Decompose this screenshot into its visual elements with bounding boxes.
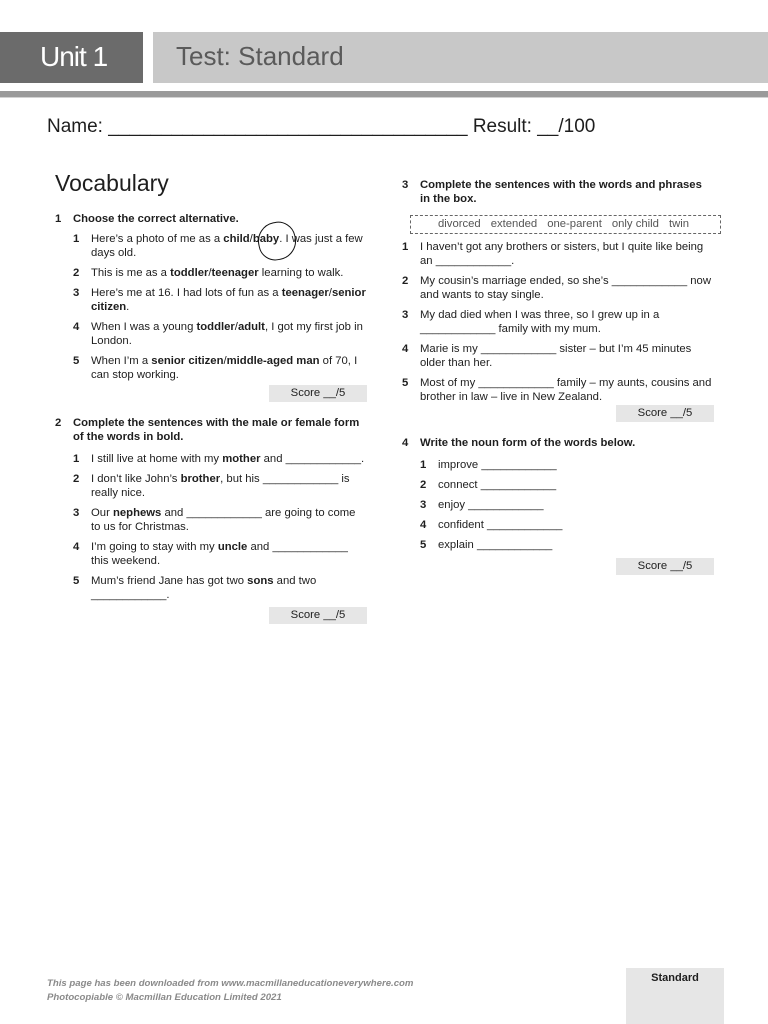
exercise-4-items [402, 458, 714, 552]
bold-word: brother [180, 473, 221, 485]
text-segment: Most of my ____________ family – my aunts, cousins and brother in law – live in New Zealand. [420, 377, 712, 403]
exercise-item [73, 506, 367, 534]
item-number: 2 [420, 479, 427, 491]
item-text [91, 506, 367, 534]
word-box-item: divorced [438, 218, 481, 230]
test-title-box [153, 32, 768, 83]
exercise-2-header [55, 416, 367, 444]
text-segment: , I got my first job in London. [91, 321, 363, 347]
item-text [91, 232, 367, 260]
exercise-number: 3 [402, 179, 409, 191]
unit-label: Unit 1 [40, 41, 108, 72]
word-box-item: one-parent [547, 218, 602, 230]
exercise-number: 4 [402, 437, 409, 449]
exercise-instruction: Complete the sentences with the male or female form of the words in bold. [73, 417, 360, 443]
unit-label-box [0, 32, 143, 83]
result-label: Result: [472, 116, 532, 137]
item-number: 2 [73, 267, 80, 279]
bold-word: adult [237, 321, 265, 333]
exercise-item [420, 518, 714, 532]
exercise-item [420, 478, 714, 492]
exercise-item [402, 308, 714, 336]
item-number: 3 [73, 507, 80, 519]
bold-word: senior citizen [91, 287, 366, 313]
item-number: 3 [420, 499, 427, 511]
item-text [91, 472, 367, 500]
text-segment: confident ____________ [438, 519, 563, 531]
level-badge [626, 968, 724, 1024]
word-box-item: extended [490, 218, 538, 230]
text-segment: , but his ____________ is really nice. [91, 473, 350, 499]
exercise-4 [402, 436, 714, 575]
download-notice: This page has been downloaded from www.macmillaneducationeverywhere.com [47, 978, 414, 989]
item-number: 2 [73, 473, 80, 485]
bold-word: senior citizen [151, 355, 224, 367]
item-text [420, 308, 714, 336]
score-box: Score __/5 [269, 607, 367, 624]
result-field[interactable]: __/100 [537, 116, 596, 137]
text-segment: Mum’s friend Jane has got two [91, 575, 248, 587]
item-text [420, 274, 714, 302]
bold-word: middle-aged man [226, 355, 320, 367]
exercise-1-items [55, 232, 367, 382]
exercise-number: 1 [55, 213, 62, 225]
name-result-line [47, 116, 595, 138]
exercise-item [73, 472, 367, 500]
exercise-item [73, 574, 367, 602]
item-text [438, 518, 714, 532]
text-segment: enjoy ____________ [438, 499, 544, 511]
exercise-item [73, 320, 367, 348]
item-number: 1 [73, 233, 80, 245]
name-field[interactable]: __________________________________ [108, 116, 468, 137]
item-text [420, 240, 714, 268]
text-segment: This is me as a [91, 267, 171, 279]
exercise-item [73, 266, 367, 280]
text-segment: I don’t like John’s [91, 473, 181, 485]
exercise-item [73, 354, 367, 382]
item-text [420, 376, 714, 404]
exercise-item [73, 540, 367, 568]
bold-word: child [223, 233, 250, 245]
item-text [91, 452, 367, 466]
left-column [55, 212, 367, 624]
exercise-item [73, 452, 367, 466]
text-segment: My cousin’s marriage ended, so she’s ____________ now and wants to stay single. [420, 275, 711, 301]
text-segment: / [208, 267, 212, 279]
bold-word: mother [222, 453, 261, 465]
item-number: 5 [420, 539, 427, 551]
exercise-number: 2 [55, 417, 62, 429]
item-number: 4 [420, 519, 427, 531]
bold-word: teenager [281, 287, 329, 299]
text-segment: Here’s a photo of me as a [91, 233, 224, 245]
item-number: 4 [402, 343, 409, 355]
text-segment: Our [91, 507, 113, 519]
exercise-item [402, 240, 714, 268]
section-title: Vocabulary [55, 170, 169, 196]
item-number: 5 [73, 575, 80, 587]
item-number: 5 [402, 377, 409, 389]
text-segment: learning to walk. [258, 267, 344, 279]
bold-word: nephews [112, 507, 162, 519]
exercise-item [73, 232, 367, 260]
exercise-item [420, 498, 714, 512]
bold-word: sons [247, 575, 274, 587]
item-number: 1 [402, 241, 409, 253]
exercise-item [420, 458, 714, 472]
bold-word: uncle [217, 541, 248, 553]
item-text [91, 286, 367, 314]
bold-word: toddler [170, 267, 209, 279]
exercise-item [402, 342, 714, 370]
text-segment: Marie is my ____________ sister – but I’m 45 minutes older than her. [420, 343, 692, 369]
text-segment: and ____________ are going to come to us for Christmas. [91, 507, 356, 533]
test-title: Test: Standard [176, 41, 344, 71]
text-segment: improve ____________ [438, 459, 557, 471]
bold-word: toddler [196, 321, 235, 333]
item-text [91, 266, 367, 280]
text-segment: When I was a young [91, 321, 197, 333]
item-number: 1 [73, 453, 80, 465]
item-text [91, 354, 367, 382]
exercise-item [402, 376, 714, 404]
text-segment: When I’m a [91, 355, 152, 367]
item-number: 3 [73, 287, 80, 299]
bold-word: teenager [211, 267, 259, 279]
item-number: 1 [420, 459, 427, 471]
right-column [402, 178, 714, 575]
text-segment: / [249, 233, 253, 245]
exercise-4-header [402, 436, 714, 450]
name-label: Name: [47, 116, 103, 137]
item-text [91, 320, 367, 348]
footer-notice [47, 977, 413, 1005]
item-text [438, 498, 714, 512]
exercise-3-items [402, 240, 714, 404]
text-segment: I’m going to stay with my [91, 541, 218, 553]
item-text [438, 458, 714, 472]
exercise-2-items [55, 452, 367, 602]
word-box-item: twin [668, 218, 690, 230]
text-segment: My dad died when I was three, so I grew up in a ____________ family with my mum. [420, 309, 660, 335]
exercise-item [420, 538, 714, 552]
copyright-notice: Photocopiable © Macmillan Education Limited 2021 [47, 992, 282, 1003]
exercise-2 [55, 416, 367, 624]
text-segment: . [126, 301, 130, 313]
item-text [91, 540, 367, 568]
text-segment: and ____________ this weekend. [91, 541, 348, 567]
text-segment: explain ____________ [438, 539, 553, 551]
item-text [91, 574, 367, 602]
text-segment: . I was just a few days old. [91, 233, 363, 259]
item-number: 4 [73, 541, 80, 553]
item-number: 2 [402, 275, 409, 287]
text-segment: / [328, 287, 332, 299]
exercise-3-header [402, 178, 714, 206]
header-divider-thin [0, 97, 768, 98]
exercise-instruction: Write the noun form of the words below. [420, 437, 636, 449]
exercise-1-header [55, 212, 367, 226]
item-number: 3 [402, 309, 409, 321]
word-box-item: only child [611, 218, 659, 230]
text-segment: of 70, I can stop working. [91, 355, 358, 381]
text-segment: / [234, 321, 238, 333]
exercise-3 [402, 178, 714, 422]
text-segment: I haven’t got any brothers or sisters, but I quite like being an ____________. [420, 241, 704, 267]
text-segment: connect ____________ [438, 479, 557, 491]
item-text [438, 538, 714, 552]
item-number: 5 [73, 355, 80, 367]
bold-word: baby [252, 233, 280, 245]
exercise-instruction: Choose the correct alternative. [73, 213, 239, 225]
item-text [438, 478, 714, 492]
score-box: Score __/5 [269, 385, 367, 402]
item-text [420, 342, 714, 370]
text-segment: I still live at home with my [91, 453, 223, 465]
item-number: 4 [73, 321, 80, 333]
level-label: Standard [651, 972, 699, 984]
exercise-item [73, 286, 367, 314]
text-segment: / [223, 355, 227, 367]
exercise-instruction: Complete the sentences with the words and phrases in the box. [420, 179, 702, 205]
word-box [410, 215, 721, 234]
text-segment: Here’s me at 16. I had lots of fun as a [91, 287, 282, 299]
score-box: Score __/5 [616, 405, 714, 422]
exercise-item [402, 274, 714, 302]
text-segment: and two ____________. [91, 575, 317, 601]
text-segment: and ____________. [260, 453, 365, 465]
exercise-1 [55, 212, 367, 402]
score-box: Score __/5 [616, 558, 714, 575]
